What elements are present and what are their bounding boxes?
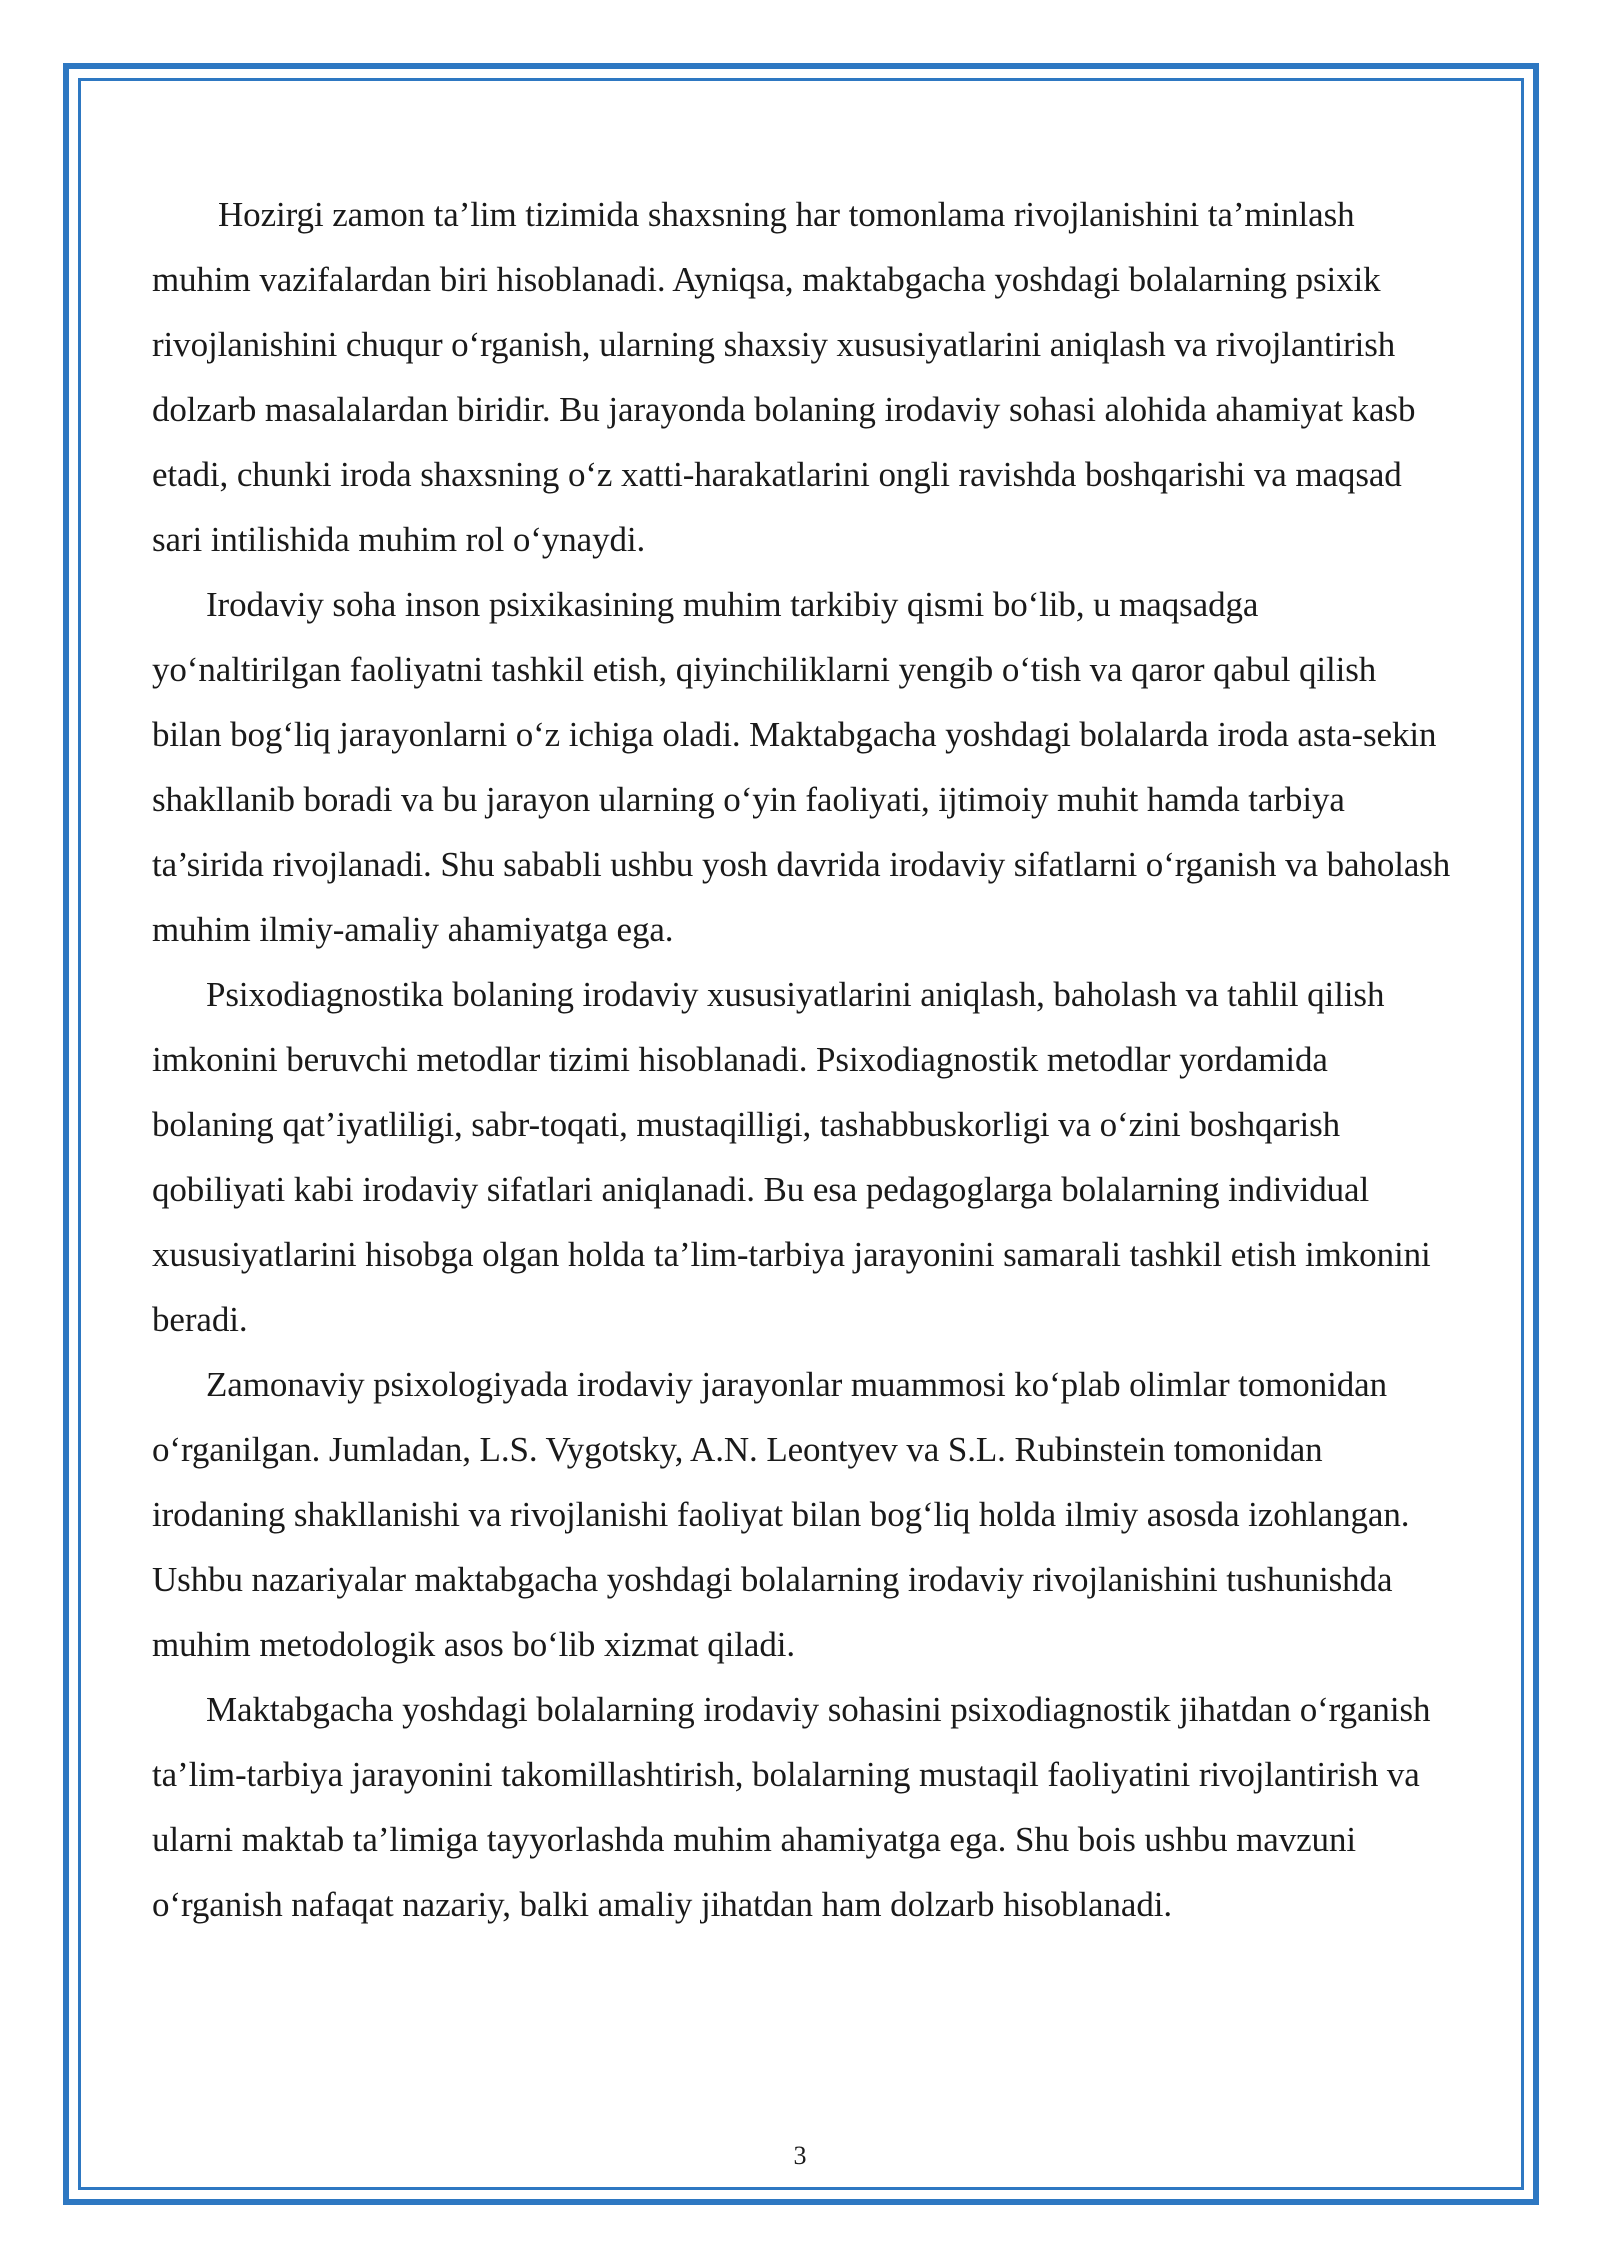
page-number: 3 (793, 2141, 807, 2170)
paragraph-1: Hozirgi zamon ta’lim tizimida shaxsning har tomonlama rivojlanishini ta’minlash muhim vazifalardan biri hisoblanadi. Ayniqsa, maktabgacha yoshdagi bolalarning psixik rivojlanishini chuqur o‘rganish, ularning shaxsiy xususiyatlarini aniqlash va rivojlantirish dolzarb masalalardan biridir. Bu jarayonda bolaning irodaviy sohasi alohida ahamiyat kasb etadi, chunki iroda shaxsning o‘z xatti-harakatlarini ongli ravishda boshqarishi va maqsad sari intilishida muhim rol o‘ynaydi. (152, 195, 1416, 559)
paragraph-4: Zamonaviy psixologiyada irodaviy jarayonlar muammosi ko‘plab olimlar tomonidan o‘rganilgan. Jumladan, L.S. Vygotsky, A.N. Leontyev va S.L. Rubinstein tomonidan irodaning shakllanishi va rivojlanishi faoliyat bilan bog‘liq holda ilmiy asosda izohlangan. Ushbu nazariyalar maktabgacha yoshdagi bolalarning irodaviy rivojlanishini tushunishda muhim metodologik asos bo‘lib xizmat qiladi. (152, 1365, 1410, 1664)
paragraph-2: Irodaviy soha inson psixikasining muhim tarkibiy qismi bo‘lib, u maqsadga yo‘naltirilgan faoliyatni tashkil etish, qiyinchiliklarni yengib o‘tish va qaror qabul qilish bilan bog‘liq jarayonlarni o‘z ichiga oladi. Maktabgacha yoshdagi bolalarda iroda asta-sekin shakllanib boradi va bu jarayon ularning o‘yin faoliyati, ijtimoiy muhit hamda tarbiya ta’sirida rivojlanadi. Shu sababli ushbu yosh davrida irodaviy sifatlarni o‘rganish va baholash muhim ilmiy-amaliy ahamiyatga ega. (152, 585, 1451, 949)
paragraph-5: Maktabgacha yoshdagi bolalarning irodaviy sohasini psixodiagnostik jihatdan o‘rganish ta’lim-tarbiya jarayonini takomillashtirish, bolalarning mustaqil faoliyatini rivojlantirish va ularni maktab ta’limiga tayyorlashda muhim ahamiyatga ega. Shu bois ushbu mavzuni o‘rganish nafaqat nazariy, balki amaliy jihatdan ham dolzarb hisoblanadi. (152, 1690, 1431, 1924)
paragraph-3: Psixodiagnostika bolaning irodaviy xususiyatlarini aniqlash, baholash va tahlil qilish imkonini beruvchi metodlar tizimi hisoblanadi. Psixodiagnostik metodlar yordamida bolaning qat’iyatliligi, sabr-toqati, mustaqilligi, tashabbuskorligi va o‘zini boshqarish qobiliyati kabi irodaviy sifatlari aniqlanadi. Bu esa pedagoglarga bolalarning individual xususiyatlarini hisobga olgan holda ta’lim-tarbiya jarayonini samarali tashkil etish imkonini beradi. (152, 975, 1431, 1339)
document-body (152, 182, 1452, 1937)
